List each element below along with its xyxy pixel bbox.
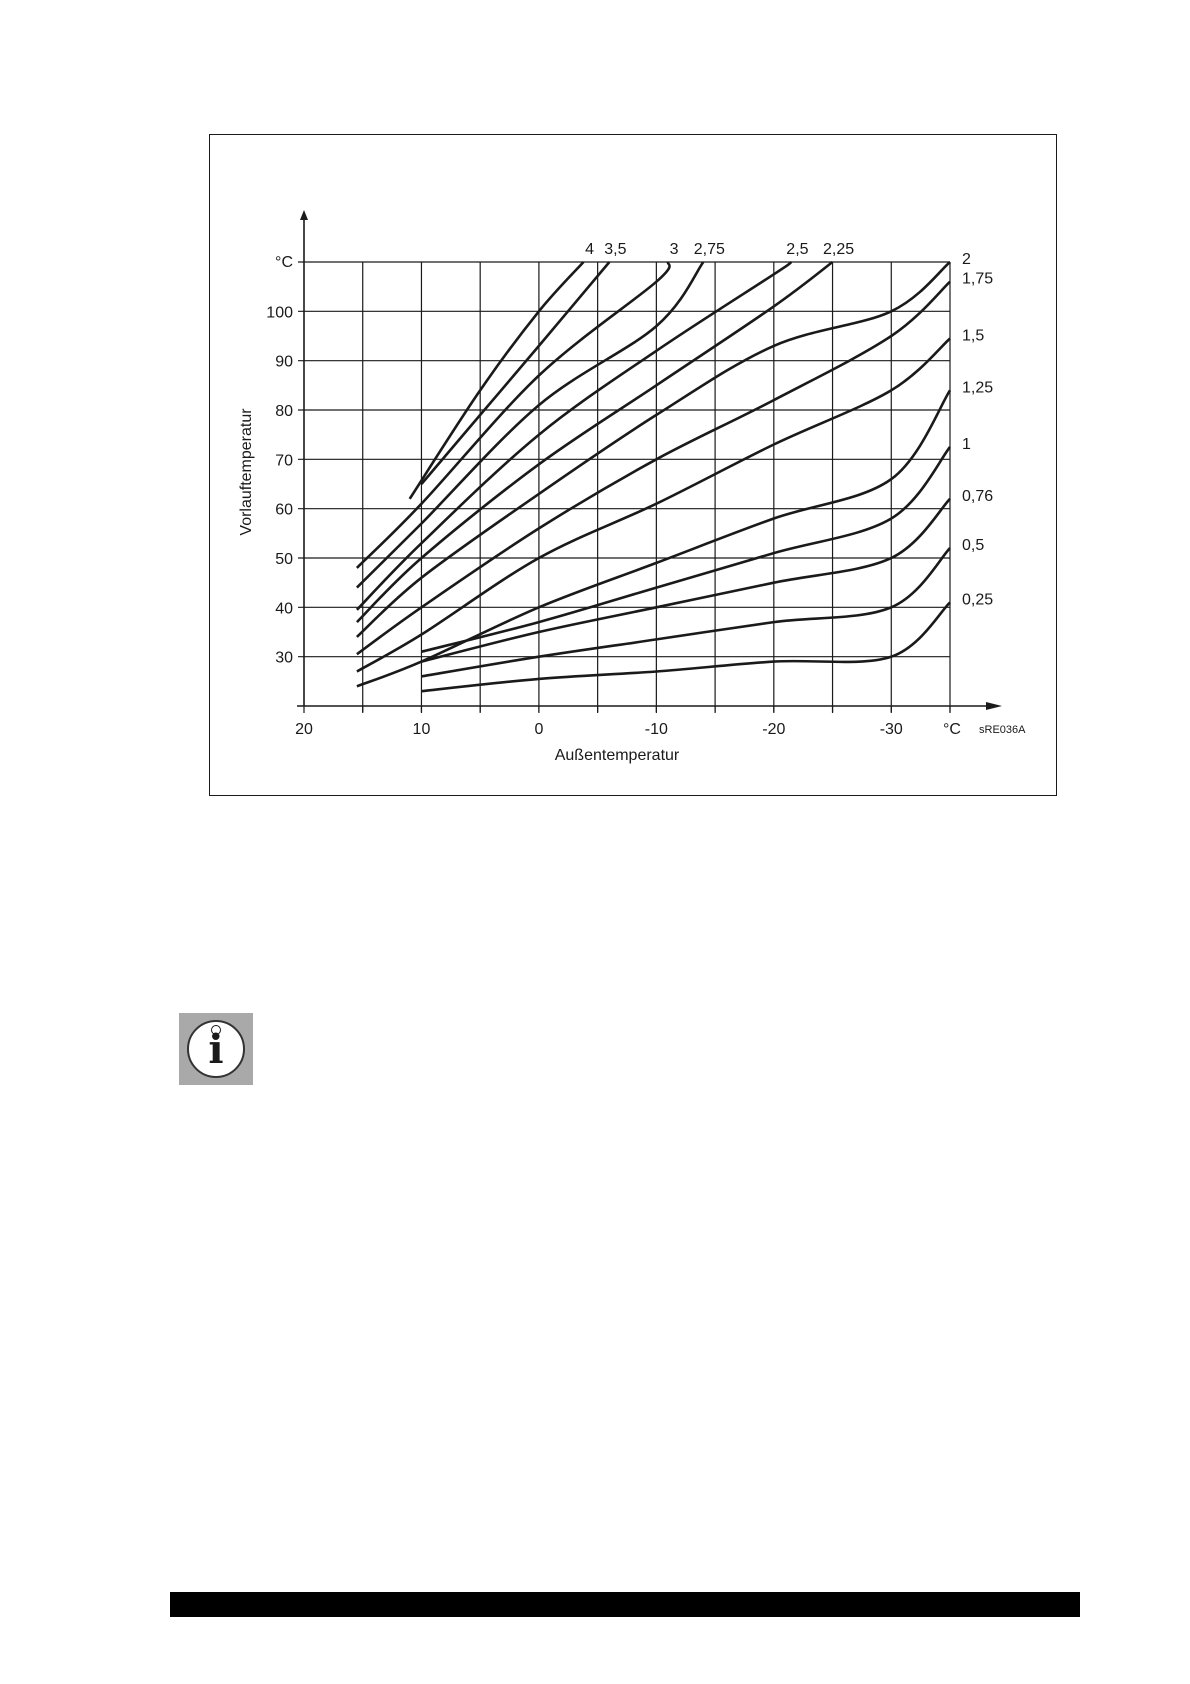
curve-1 (422, 262, 610, 484)
info-glyph: i (208, 1026, 224, 1073)
y-tick-label-7: 100 (266, 304, 293, 322)
x-axis-arrow (986, 702, 1002, 710)
curve-label-0: 4 (585, 241, 594, 258)
x-tick-label-4: -20 (762, 721, 786, 738)
curve-label-9: 1,25 (962, 379, 994, 397)
curve-2 (357, 262, 670, 568)
x-tick-label-1: 10 (412, 721, 431, 738)
y-tick-label-1: 40 (275, 600, 293, 618)
x-tick-label-0: 20 (295, 721, 313, 738)
figure-code: sRE036A (979, 724, 1026, 736)
curve-13 (422, 602, 951, 691)
labels (238, 241, 1026, 764)
curve-label-4: 2,5 (786, 241, 809, 258)
info-box (179, 1013, 253, 1085)
y-axis-title: Vorlauftemperatur (238, 408, 255, 536)
x-tick-label-2: 0 (534, 721, 544, 738)
curve-label-5: 2,25 (822, 241, 855, 258)
x-tick-label-5: -30 (879, 721, 903, 738)
y-tick-label-5: 80 (275, 403, 293, 420)
curve-label-3: 2,75 (693, 241, 725, 258)
x-tick-label-3: -10 (644, 721, 668, 738)
y-tick-label-6: 90 (275, 353, 293, 371)
axes (297, 210, 1002, 710)
curve-label-6: 2 (962, 251, 971, 268)
curve-label-8: 1,5 (962, 327, 985, 345)
curve-label-13: 0,25 (962, 591, 994, 609)
y-tick-label-3: 60 (275, 501, 293, 519)
curves (357, 262, 950, 691)
curve-6 (357, 262, 950, 637)
curve-10 (422, 447, 951, 652)
curve-label-2: 3 (669, 241, 679, 258)
y-tick-label-4: 70 (275, 452, 293, 470)
curve-label-12: 0,5 (962, 537, 985, 555)
y-tick-label-2: 50 (275, 551, 293, 568)
curve-label-11: 0,76 (962, 487, 994, 505)
curve-label-10: 1 (962, 436, 971, 453)
x-axis-title: Außentemperatur (554, 747, 680, 764)
curve-label-7: 1,75 (962, 270, 994, 288)
x-unit-label: °C (943, 721, 961, 738)
curve-label-1: 3,5 (604, 241, 627, 258)
curve-7 (357, 282, 950, 655)
curve-5 (357, 262, 833, 622)
y-tick-label-0: 30 (275, 649, 293, 667)
y-unit-label: °C (275, 254, 293, 271)
footer-bar (170, 1592, 1080, 1617)
curve-0 (410, 262, 584, 499)
info-icon (187, 1020, 245, 1078)
y-axis-arrow (300, 210, 308, 220)
